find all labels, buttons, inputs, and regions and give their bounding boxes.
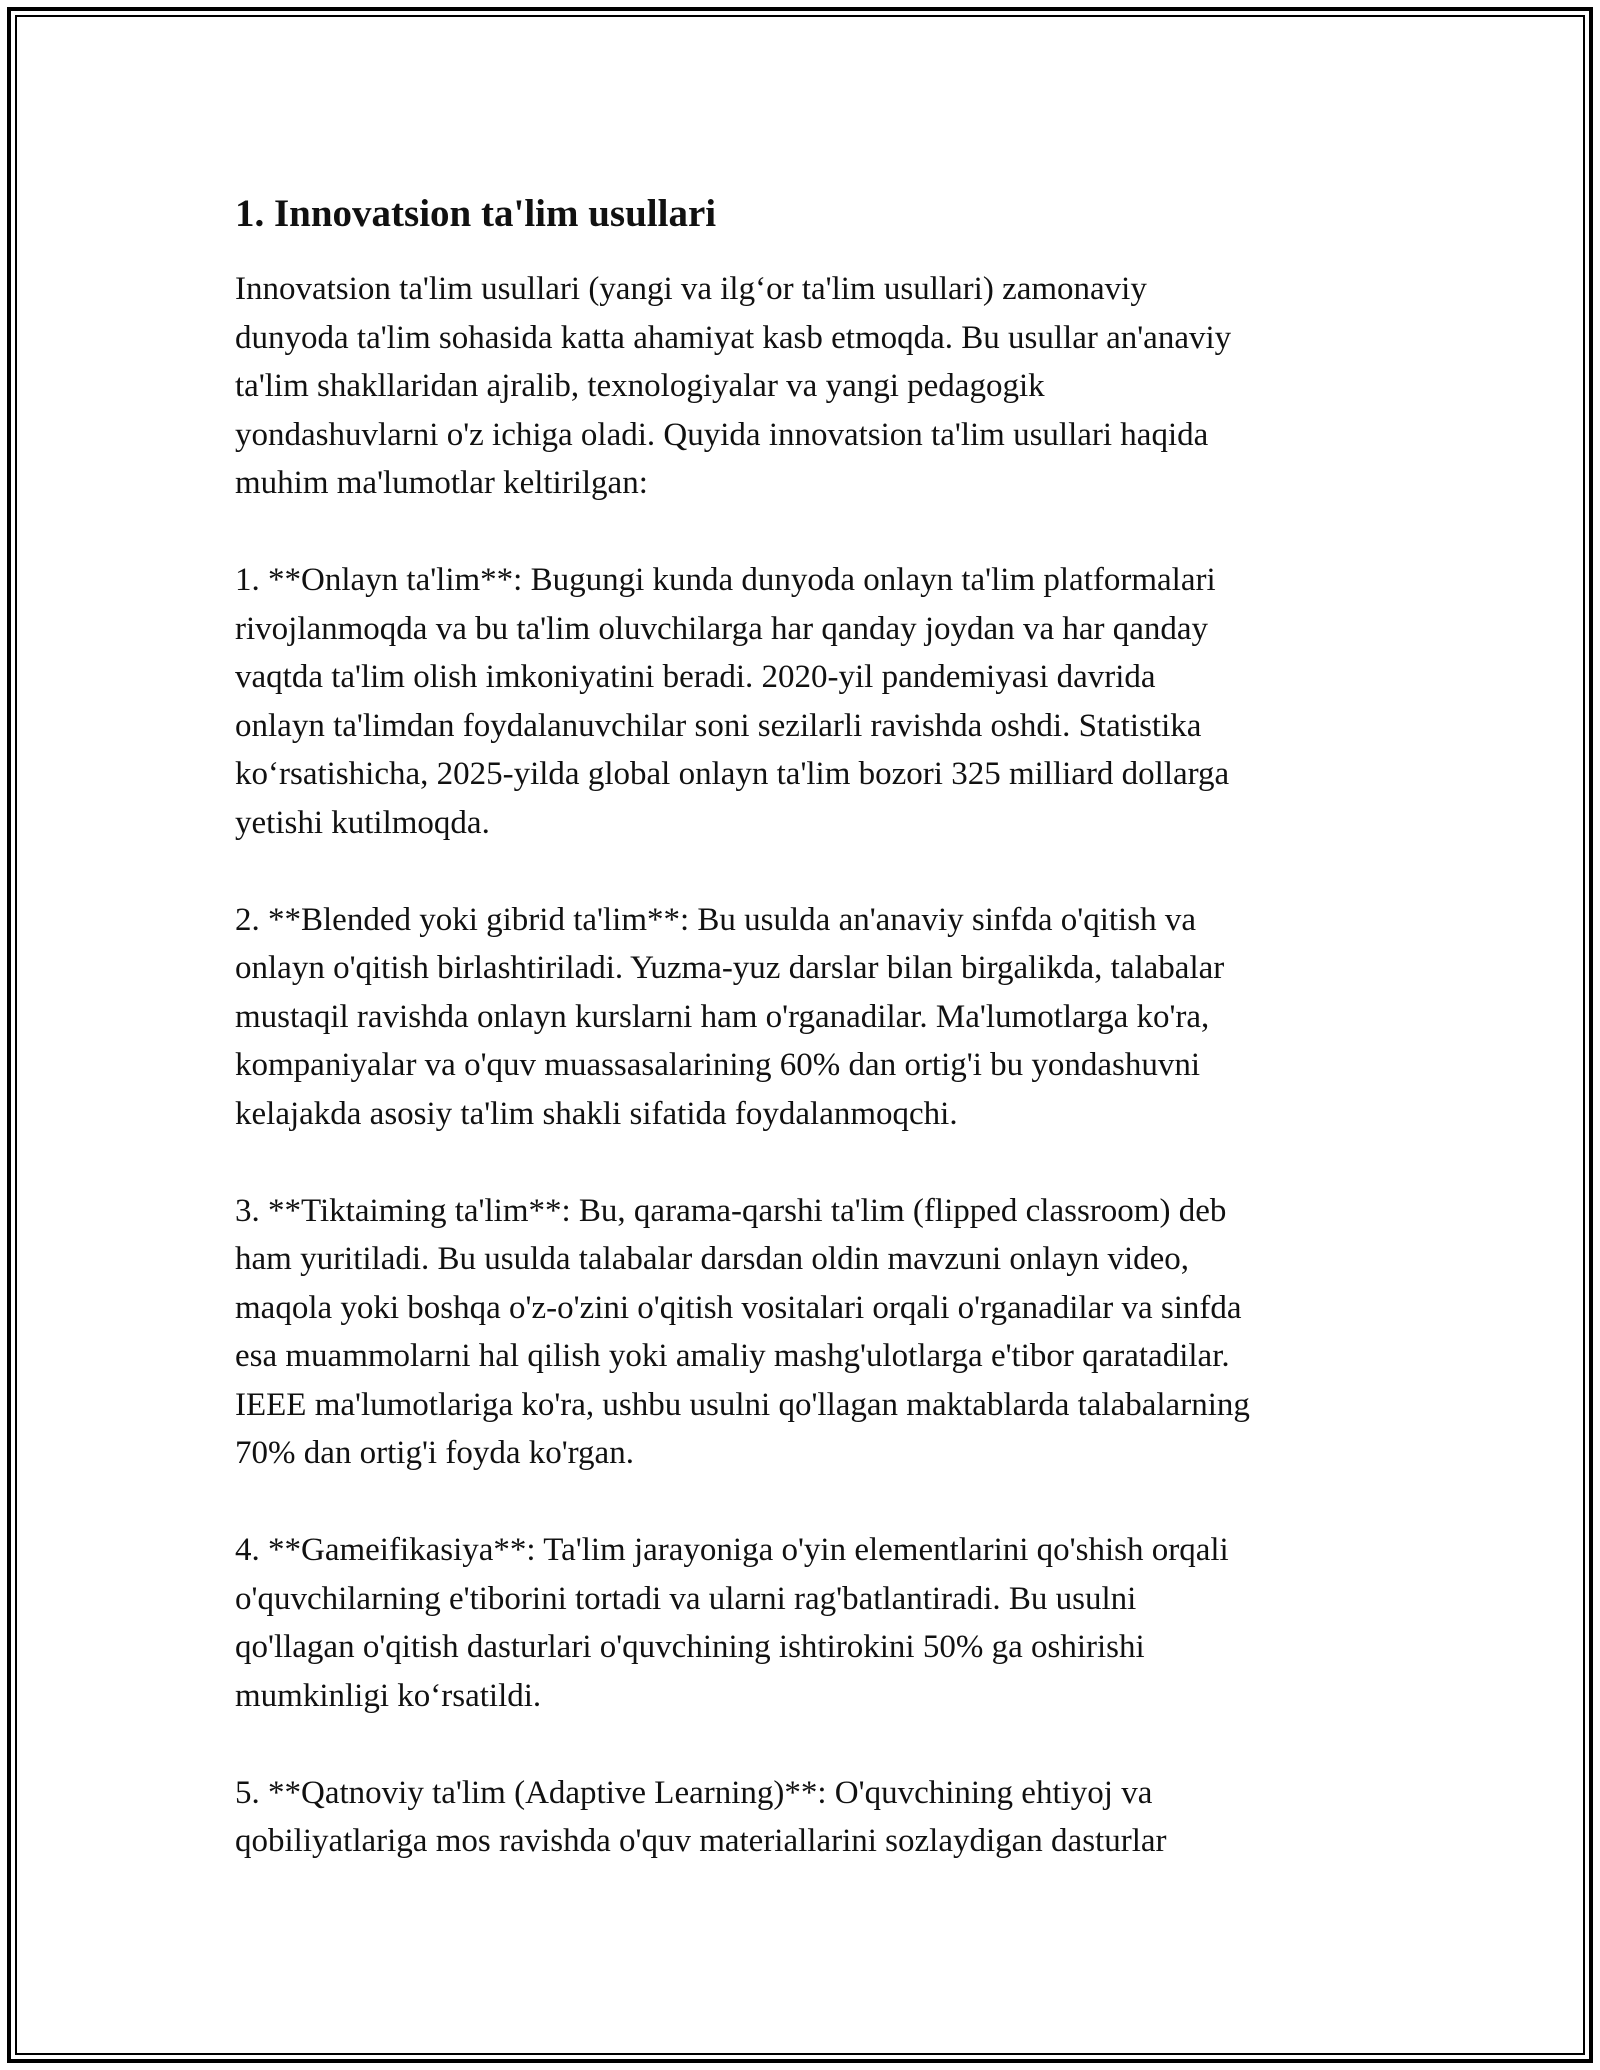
intro-paragraph: Innovatsion ta'lim usullari (yangi va ilg‘or ta'lim usullari) zamonaviy dunyoda ta'lim sohasida katta ahamiyat kasb etmoqda. Bu usullar an'anaviy ta'lim shakllaridan ajralib, texnologiyalar va yangi pedagogik yondashuvlarni o'z ichiga oladi. Quyida innovatsion ta'lim usullari haqida muhim ma'lumotlar keltirilgan: bbox=[235, 271, 1232, 501]
document-page bbox=[235, 186, 1385, 1914]
item-gamification: 4. **Gameifikasiya**: Ta'lim jarayoniga o'yin elementlarini qo'shish orqali o'quvchilarning e'tiborini tortadi va ularni rag'batlantiradi. Bu usulni qo'llagan o'qitish dasturlari o'quvchining ishtirokini 50% ga oshirishi mumkinligi ko‘rsatildi. bbox=[235, 1532, 1229, 1714]
item-adaptive-learning: 5. **Qatnoviy ta'lim (Adaptive Learning)**: O'quvchining ehtiyoj va qobiliyatlariga mos ravishda o'quv materiallarini sozlaydigan dasturlar bbox=[235, 1774, 1167, 1859]
section-title: 1. Innovatsion ta'lim usullari bbox=[235, 192, 717, 235]
item-flipped-classroom: 3. **Tiktaiming ta'lim**: Bu, qarama-qarshi ta'lim (flipped classroom) deb ham yuritiladi. Bu usulda talabalar darsdan oldin mavzuni onlayn video, maqola yoki boshqa o'z-o'zini o'qitish vositalari orqali o'rganadilar va sinfda esa muammolarni hal qilish yoki amaliy mashg'ulotlarga e'tibor qaratadilar. IEEE ma'lumotlariga ko'ra, ushbu usulni qo'llagan maktablarda talabalarning 70% dan ortig'i foyda ko'rgan. bbox=[235, 1192, 1250, 1471]
item-blended-learning: 2. **Blended yoki gibrid ta'lim**: Bu usulda an'anaviy sinfda o'qitish va onlayn o'qitish birlashtiriladi. Yuzma-yuz darslar bilan birgalikda, talabalar mustaqil ravishda onlayn kurslarni ham o'rganadilar. Ma'lumotlarga ko'ra, kompaniyalar va o'quv muassasalarining 60% dan ortig'i bu yondashuvni kelajakda asosiy ta'lim shakli sifatida foydalanmoqchi. bbox=[235, 901, 1225, 1132]
item-online-learning: 1. **Onlayn ta'lim**: Bugungi kunda dunyoda onlayn ta'lim platformalari rivojlanmoqda va bu ta'lim oluvchilarga har qanday joydan va har qanday vaqtda ta'lim olish imkoniyatini beradi. 2020-yil pandemiyasi davrida onlayn ta'limdan foydalanuvchilar soni sezilarli ravishda oshdi. Statistika ko‘rsatishicha, 2025-yilda global onlayn ta'lim bozori 325 milliard dollarga yetishi kutilmoqda. bbox=[235, 562, 1230, 841]
